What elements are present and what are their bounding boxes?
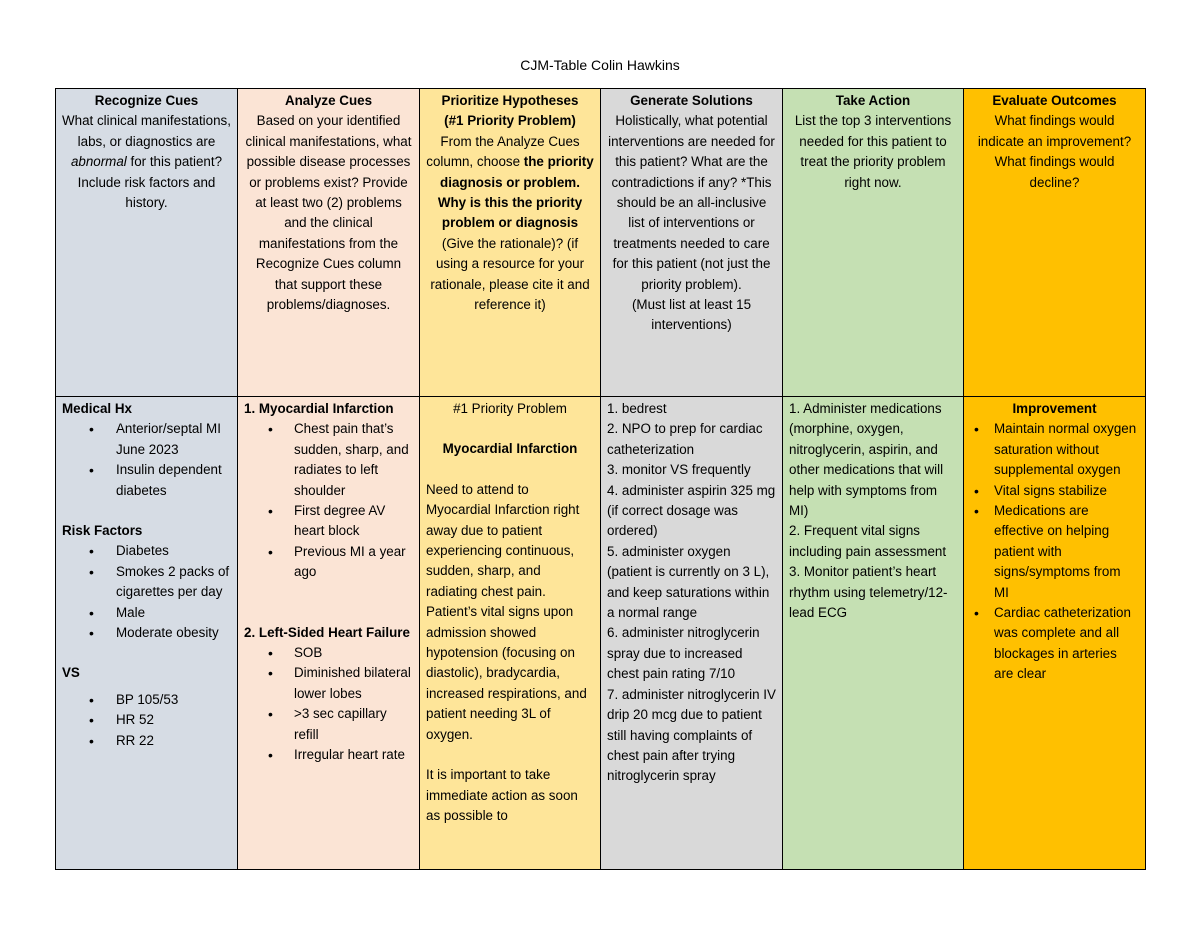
header-text-bold: the priority diagnosis or problem. Why is this the priority problem or diagnosis [437,154,594,231]
list-item: • Anterior/septal MI June 2023 [116,419,231,460]
header-text: What clinical manifestations, labs, or diagnostics are [62,113,231,149]
header-title: Prioritize Hypotheses [441,93,579,108]
list-item: • Chest pain that’s sudden, sharp, and radiates to left shoulder [294,419,413,501]
list-item: • Diabetes [116,541,231,561]
improvement-label: Improvement [1012,401,1097,416]
list-item: • BP 105/53 [116,690,231,710]
generate-solutions-cell [601,397,783,870]
header-title: Evaluate Outcomes [992,93,1117,108]
recognize-cues-cell [56,397,238,870]
list-item: • Irregular heart rate [294,745,413,765]
list-item: • >3 sec capillary refill [294,704,413,745]
header-text: From the Analyze Cues column, choose [426,133,580,170]
list-item: • Previous MI a year ago [294,542,413,583]
evaluate-outcomes-cell [964,397,1146,870]
solution-item: 7. administer nitroglycerin IV drip 20 mcg due to patient still having complaints of chest pain after trying nitroglycerin spray [607,686,776,784]
analyze-cues-cell [238,397,420,870]
header-row [56,89,1146,397]
header-subtitle: (#1 Priority Problem) [444,113,576,129]
problem-2-title: 2. Left-Sided Heart Failure [244,624,410,640]
header-text: (Give the rationale)? (if using a resource for your rationale, please cite it and reference it) [430,235,590,313]
list-item: • Smokes 2 packs of cigarettes per day [116,562,231,603]
priority-label: #1 Priority Problem [453,401,567,416]
list-item: • Cardiac catheterization was complete and all blockages in arteries are clear [994,603,1139,685]
list-item: • RR 22 [116,731,231,751]
prioritize-hypotheses-cell [420,397,601,870]
header-text: What findings would indicate an improvement? [977,113,1132,149]
solution-item: 4. administer aspirin 325 mg (if correct dosage was ordered) [607,482,776,539]
list-item: • SOB [294,643,413,663]
header-title: Recognize Cues [94,93,199,108]
header-text: (Must list at least 15 interventions) [631,297,752,333]
header-take-action [783,89,964,397]
solution-item: 1. bedrest [607,401,667,416]
risk-factors-list [62,541,231,643]
take-action-cell [783,397,964,870]
header-text: List the top 3 interventions needed for this patient to treat the priority problem right now. [794,113,952,190]
document-title: CJM-Table Colin Hawkins [520,57,680,73]
list-item: • Vital signs stabilize [994,481,1139,501]
priority-problem: Myocardial Infarction [442,441,578,457]
header-text-emphasis: abnormal [70,154,127,170]
header-generate-solutions [601,89,783,397]
improvement-list [970,419,1139,684]
list-item: • HR 52 [116,710,231,730]
vs-list [62,690,231,751]
header-text: What findings would decline? [994,154,1115,190]
list-item: • Male [116,603,231,623]
list-item: • Insulin dependent diabetes [116,460,231,501]
header-title: Generate Solutions [630,93,753,108]
vs-label: VS [62,665,80,681]
action-item: 2. Frequent vital signs including pain assessment [789,523,947,559]
priority-rationale-continued: It is important to take immediate action as soon as possible to [426,767,578,823]
priority-rationale: Need to attend to Myocardial Infarction right away due to patient experiencing continuous, sudden, sharp, and radiating chest pain. Patient’s vital signs upon admission showed hypotension (focusing on diastolic), bradycardia, increased respirations, and patient needing 3L of oxygen. [426,481,587,742]
medical-hx-list [62,419,231,501]
cjm-table [55,88,1146,870]
medical-hx-label: Medical Hx [62,401,132,416]
action-item: 3. Monitor patient’s heart rhythm using telemetry/12-lead ECG [789,564,948,621]
header-evaluate-outcomes [964,89,1146,397]
problem-2-list [244,643,413,765]
content-row [56,397,1146,870]
risk-factors-label: Risk Factors [62,523,143,539]
solution-item: 5. administer oxygen (patient is currently on 3 L), and keep saturations within a normal range [607,543,770,621]
header-text: Based on your identified clinical manifestations, what possible disease processes or problems exist? Provide at least two (2) problems and the clinical manifestations from the Recognize Cues column that support these problems/diagnoses. [245,113,412,313]
header-text: for this patient? Include risk factors and history. [77,154,223,211]
header-recognize-cues [56,89,238,397]
header-title: Take Action [835,93,911,108]
list-item: • Medications are effective on helping patient with signs/symptoms from MI [994,501,1139,603]
list-item: • Moderate obesity [116,623,231,643]
solution-item: 3. monitor VS frequently [607,462,751,478]
header-text: Holistically, what potential interventions are needed for this patient? What are the contradictions if any? *This should be an all-inclusive list of interventions or treatments needed to care for this patient (not just the priority problem). [608,113,775,292]
problem-1-list [244,419,413,582]
solution-item: 2. NPO to prep for cardiac catheterization [607,421,763,457]
list-item: • First degree AV heart block [294,501,413,542]
header-prioritize-hypotheses [420,89,601,397]
header-analyze-cues [238,89,420,397]
action-item: 1. Administer medications (morphine, oxygen, nitroglycerin, aspirin, and other medications that will help with symptoms from MI) [789,401,944,519]
problem-1-title: 1. Myocardial Infarction [244,401,394,416]
solution-item: 6. administer nitroglycerin spray due to increased chest pain rating 7/10 [607,625,760,682]
list-item: • Maintain normal oxygen saturation without supplemental oxygen [994,419,1139,480]
header-title: Analyze Cues [284,93,373,108]
list-item: • Diminished bilateral lower lobes [294,663,413,704]
